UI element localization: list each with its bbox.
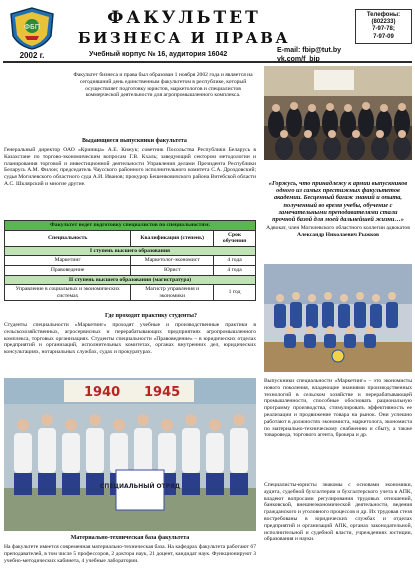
phone-1: 7-97-78; bbox=[372, 26, 395, 33]
table-title: Факультет ведет подготовку специалистов по специальностям: bbox=[5, 221, 256, 231]
cell-qualification: Магистр управления и экономики bbox=[131, 285, 214, 301]
contacts bbox=[277, 46, 341, 64]
quote-author-title: Адвокат, член Могилевского областного коллегии адвокатов bbox=[266, 225, 410, 232]
page-title-line2: БИЗНЕСА И ПРАВА bbox=[77, 29, 291, 47]
founded-year: 2002 г. bbox=[19, 51, 45, 60]
address: Учебный корпус № 16, аудитория 16042 bbox=[89, 51, 228, 58]
quote-author-name: Александр Николаевич Рыжков bbox=[297, 231, 379, 238]
col-qualification: Квалификация (степень) bbox=[131, 230, 214, 246]
col-specialty: Специальность bbox=[5, 230, 131, 246]
banner-year-left: 1940 bbox=[84, 385, 121, 400]
lawyers-text: Специалисты-юристы знакомы с основами экономики, аудита, судебной бухгалтерии и бухгалтерского учета в АПК, владеют вопросами регулирования трудовых отношений, банковской, внешнеэкономической деятельности, ведения гражданского и уголовного процессов и др. Их трудовая стезя востребованы в юридических службах и отделах предприятий и организаций АПК, органах законодательной, исполнительной и судебной власти, учреждениях юстиции, образования и науки. bbox=[264, 482, 412, 543]
phones-box bbox=[355, 9, 412, 44]
cell-term: 4 года bbox=[214, 256, 256, 266]
vk-link[interactable]: vk.com/f_bip bbox=[277, 56, 320, 63]
table-row bbox=[5, 285, 256, 301]
phone-code: (802233) bbox=[371, 19, 396, 26]
cell-specialty: Управление в социальных и экономических системах bbox=[5, 285, 131, 301]
quote-text: «Горжусь, что принадлежу к армии выпускников одного из самых престижных факультетов академии. Бесценный багаж знаний и опыта, полученный во время учебы, обучение с замечательными преподавателями стали прочной базой для моей дальнейшей жизни…» bbox=[268, 180, 408, 224]
table-row bbox=[5, 265, 256, 275]
table-row bbox=[5, 256, 256, 266]
practice-title: Где проходят практику студенты? bbox=[104, 313, 197, 319]
cell-term: 1 год bbox=[214, 285, 256, 301]
marketing-text: Выпускники специальности «Маркетинг» – это экономисты нового поколения, владеющие знаниями производственных технологий в сельском хозяйстве и перерабатывающей промышленности, способные обосновать рациональную программу производства, стимулировать эффективность ее реализации и продвижение товара на рынок. Они успешно работают в должностях экономиста, маркетолога, экономиста по материально-техническому снабжению и сбыту, а также товароведа, торгового агента, брокера и др. bbox=[264, 378, 412, 439]
section-bachelor: I ступень высшего образования bbox=[5, 246, 256, 256]
student-detachment-photo bbox=[4, 378, 256, 531]
graduates-text: Генеральный директор ОАО «Криница» А.Е. Кижук; советник Посольства Республики Беларусь в Казахстане по торгово-экономическим вопросам Г.В. Кхаль; заведующий сектором методологии и планирования торговой и инвестиционной деятельности Управления делами Президента Республики Беларусь А.М. Филон; председатель Чаусского районного исполнительного комитета С.А. Дроздовский; судья Могилевского областного суда А.И. Иванов; прокурор Бешенковичского района Витебской области А.С. Шклярский и многие другие. bbox=[4, 147, 256, 187]
phones-title: Телефоны: bbox=[366, 12, 401, 18]
material-base-title: Материально-техническая база факультета bbox=[70, 535, 190, 541]
graduate-quote bbox=[264, 180, 412, 258]
faculty-crest-logo bbox=[7, 6, 57, 50]
page-title-line1: ФАКУЛЬТЕТ bbox=[107, 8, 261, 28]
svg-text:ФБП: ФБП bbox=[23, 23, 41, 31]
header bbox=[3, 3, 412, 63]
cell-term: 4 года bbox=[214, 265, 256, 275]
volleyball-team-photo bbox=[264, 264, 412, 372]
email-link[interactable]: E-mail: fbip@tut.by bbox=[277, 47, 341, 54]
specialties-table bbox=[4, 220, 256, 301]
cell-specialty: Маркетинг bbox=[5, 256, 131, 266]
graduates-title: Выдающиеся выпускники факультета bbox=[82, 138, 187, 144]
section-master: II ступень высшего образования (магистратура) bbox=[5, 275, 256, 285]
intro-text: Факультет бизнеса и права был образован 1 ноября 2002 года и является на сегодняшний день единственным факультетом в республике, который осуществляет подготовку юристов, маркетологов и специалистов коммерческой деятельности для агропромышленного комплекса. bbox=[73, 72, 253, 99]
cell-qualification: Юрист bbox=[131, 265, 214, 275]
cell-qualification: Маркетолог-экономист bbox=[131, 256, 214, 266]
detachment-sign: СПЕЦИАЛЬНЫЙ ОТРЯД bbox=[99, 483, 181, 490]
material-base-text: На факультете имеется современная материально-техническая база. На кафедрах факультета работают 67 преподавателей, в том числе 5 профессоров, 2 доктора наук, 21 доцент, кандидат наук. Функционируют 3 учебно-методических кабинета, 4 учебные лаборатории. bbox=[4, 544, 256, 564]
practice-text: Студенты специальности «Маркетинг» проходят учебные и производственные практики в сельскохозяйственных, агросервисных и перерабатывающих предприятиях агропромышленного комплекса, торговых организациях. Студенты специальности «Правоведение» – в юридических отделах предприятий и организаций, исполнительных комитетах, органах внутренних дел, юридических консультациях, нотариальных службах, судах и прокуратурах. bbox=[4, 322, 256, 356]
banner-year-right: 1945 bbox=[144, 385, 181, 400]
phone-2: 7-97-09 bbox=[373, 33, 394, 40]
graduates-group-photo bbox=[264, 66, 412, 160]
col-term: Срок обучения bbox=[214, 230, 256, 246]
cell-specialty: Правоведение bbox=[5, 265, 131, 275]
